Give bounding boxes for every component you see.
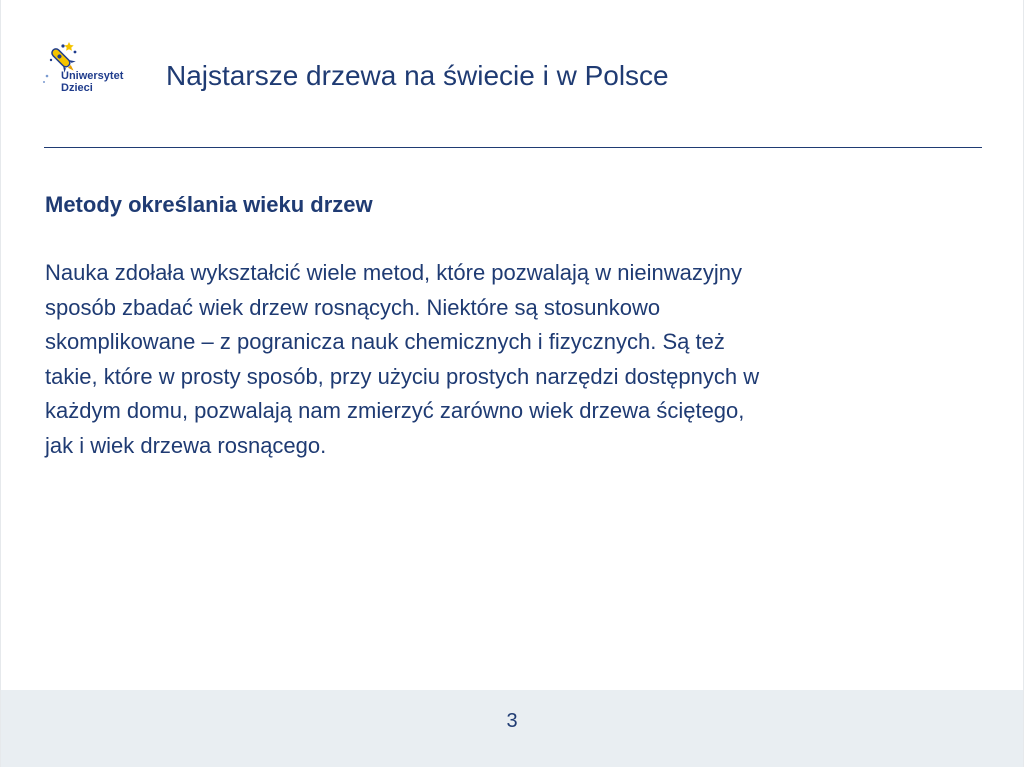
logo-text (61, 70, 123, 94)
paragraph-line: Nauka zdołała wykształcić wiele metod, które pozwalają w nieinwazyjny (45, 260, 742, 285)
slide-content (45, 188, 980, 463)
paragraph-line: każdym domu, pozwalają nam zmierzyć zarówno wiek drzewa ściętego, (45, 398, 745, 423)
logo-text-line: Dzieci (61, 82, 93, 94)
logo-text-line: Uniwersytet (61, 70, 124, 82)
paragraph-line: takie, które w prosty sposób, przy użyciu prostych narzędzi dostępnych w (45, 363, 760, 389)
uniwersytet-dzieci-logo (41, 38, 141, 102)
slide-footer (1, 690, 1023, 767)
title-divider (44, 147, 982, 148)
paragraph-line: skomplikowane – z pogranicza nauk chemicznych i fizycznych. Są też (45, 329, 725, 354)
paragraph-line: jak i wiek drzewa rosnącego. (45, 432, 327, 458)
paragraph-line: sposób zbadać wiek drzew rosnących. Niektóre są stosunkowo (45, 294, 661, 320)
page-number: 3 (506, 710, 518, 732)
body-paragraph (45, 256, 980, 463)
section-heading: Metody określania wieku drzew (45, 192, 373, 217)
slide-title: Najstarsze drzewa na świecie i w Polsce (166, 60, 669, 91)
